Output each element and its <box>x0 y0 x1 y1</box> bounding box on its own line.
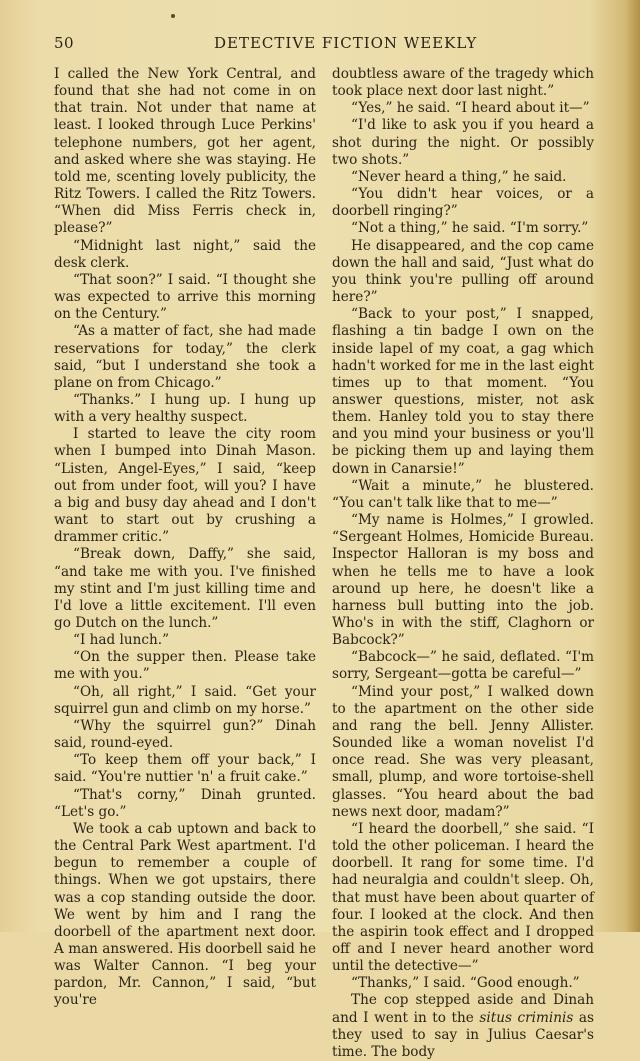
paragraph: “Mind your post,” I walked down to the apartment on the other side and rang the bell. Jenny Allister. Sounded like a woman novelist I'd once read. She was very pleasant, small, plump, and wore tortoise-shell glasses. “You heard about the bad news next door, madam?” <box>332 683 594 820</box>
paragraph: I started to leave the city room when I bumped into Dinah Mason. “Listen, Angel-Eyes,” I said, “keep out from under foot, will you? I have a big and busy day ahead and I don't want to start out by crushing a drammer critic.” <box>54 426 316 546</box>
paragraph: “Why the squirrel gun?” Dinah said, round-eyed. <box>54 717 316 752</box>
ink-speck <box>171 14 175 18</box>
paragraph: “Babcock—” he said, deflated. “I'm sorry, Sergeant—gotta be careful—” <box>332 649 594 683</box>
paragraph: The cop stepped aside and Dinah and I went in to the situs criminis as they used to say in Julius Caesar's time. The body <box>332 992 594 1060</box>
paragraph: We took a cab uptown and back to the Central Park West apartment. I'd begun to remember a couple of things. When we got upstairs, there was a cop standing outside the door. We went by him and I rang the doorbell of the apartment next door. A man answered. His doorbell said he was Walter Cannon. “I beg your pardon, Mr. Cannon,” I said, “but you're <box>54 820 316 1009</box>
paragraph: “Midnight last night,” said the desk clerk. <box>54 237 316 271</box>
paragraph: “Break down, Daffy,” she said, “and take me with you. I've finished my stint and I'm just killing time and I'd love a little excitement. I'll even go Dutch on the lunch.” <box>54 546 316 631</box>
paragraph: “Back to your post,” I snapped, flashing a tin badge I own on the inside lapel of my coat, a gag which hadn't worked for me in the last eight times up to that moment. “You answer questions, mister, not ask them. Hanley told you to stay there and you mind your business or you'll be picking them up and laying them down in Canarsie!” <box>332 306 594 477</box>
paragraph: “On the supper then. Please take me with you.” <box>54 649 316 683</box>
paragraph: “Yes,” he said. “I heard about it—” <box>351 100 590 117</box>
paragraph: “I'd like to ask you if you heard a shot during the night. Or possibly two shots.” <box>332 117 594 168</box>
page-edge-shadow <box>626 0 640 932</box>
paragraph: “To keep them off your back,” I said. “You're nuttier 'n' a fruit cake.” <box>54 752 316 786</box>
paragraph: “Thanks.” I hung up. I hung up with a very healthy suspect. <box>54 391 316 426</box>
running-head: DETECTIVE FICTION WEEKLY <box>214 34 478 52</box>
paragraph: “Oh, all right,” I said. “Get your squirrel gun and climb on my horse.” <box>54 683 316 717</box>
page-header <box>54 34 610 56</box>
paragraph: “As a matter of fact, she had made reservations for today,” the clerk said, “but I understand she took a plane on from Chicago.” <box>54 323 316 391</box>
paragraph: He disappeared, and the cop came down the hall and said, “Just what do you think you're pulling off around here?” <box>332 237 594 306</box>
paragraph: “That soon?” I said. “I thought she was expected to arrive this morning on the Century.” <box>54 271 316 323</box>
paragraph: “Never heard a thing,” he said. <box>351 168 567 185</box>
left-column <box>54 66 316 1010</box>
right-column <box>332 66 594 1061</box>
page-number: 50 <box>54 34 75 52</box>
paragraph: doubtless aware of the tragedy which took place next door last night.” <box>332 66 594 100</box>
paragraph: “I heard the doorbell,” she said. “I told the other policeman. I heard the doorbell. It rang for some time. I'd had neuralgia and couldn't sleep. Oh, that must have been about quarter of four. I looked at the clock. And then the aspirin took effect and I dropped off and I never heard another word until the detective—” <box>332 820 594 975</box>
paragraph: I called the New York Central, and found that she had not come in on that train. Not under that name at least. I looked through Luce Perkins' telephone numbers, got her agent, and asked where she was staying. He told me, scenting lovely publicity, the Ritz Towers. I called the Ritz Towers. “When did Miss Ferris check in, please?” <box>54 66 316 237</box>
paragraph: “Not a thing,” he said. “I'm sorry.” <box>351 220 589 237</box>
latin-phrase: situs criminis <box>479 1009 574 1026</box>
paragraph: “Wait a minute,” he blustered. “You can't talk like that to me—” <box>332 477 594 511</box>
paragraph: “That's corny,” Dinah grunted. “Let's go.” <box>54 786 316 820</box>
paragraph: “You didn't hear voices, or a doorbell ringing?” <box>332 186 594 220</box>
paragraph: “I had lunch.” <box>73 632 170 649</box>
paragraph: “My name is Holmes,” I growled. “Sergeant Holmes, Homicide Bureau. Inspector Halloran is my boss and when he tells me to have a look around up here, he doesn't like a harness bull butting into the job. Who's in with the stiff, Claghorn or Babcock?” <box>332 512 594 649</box>
paragraph: “Thanks,” I said. “Good enough.” <box>351 975 580 992</box>
